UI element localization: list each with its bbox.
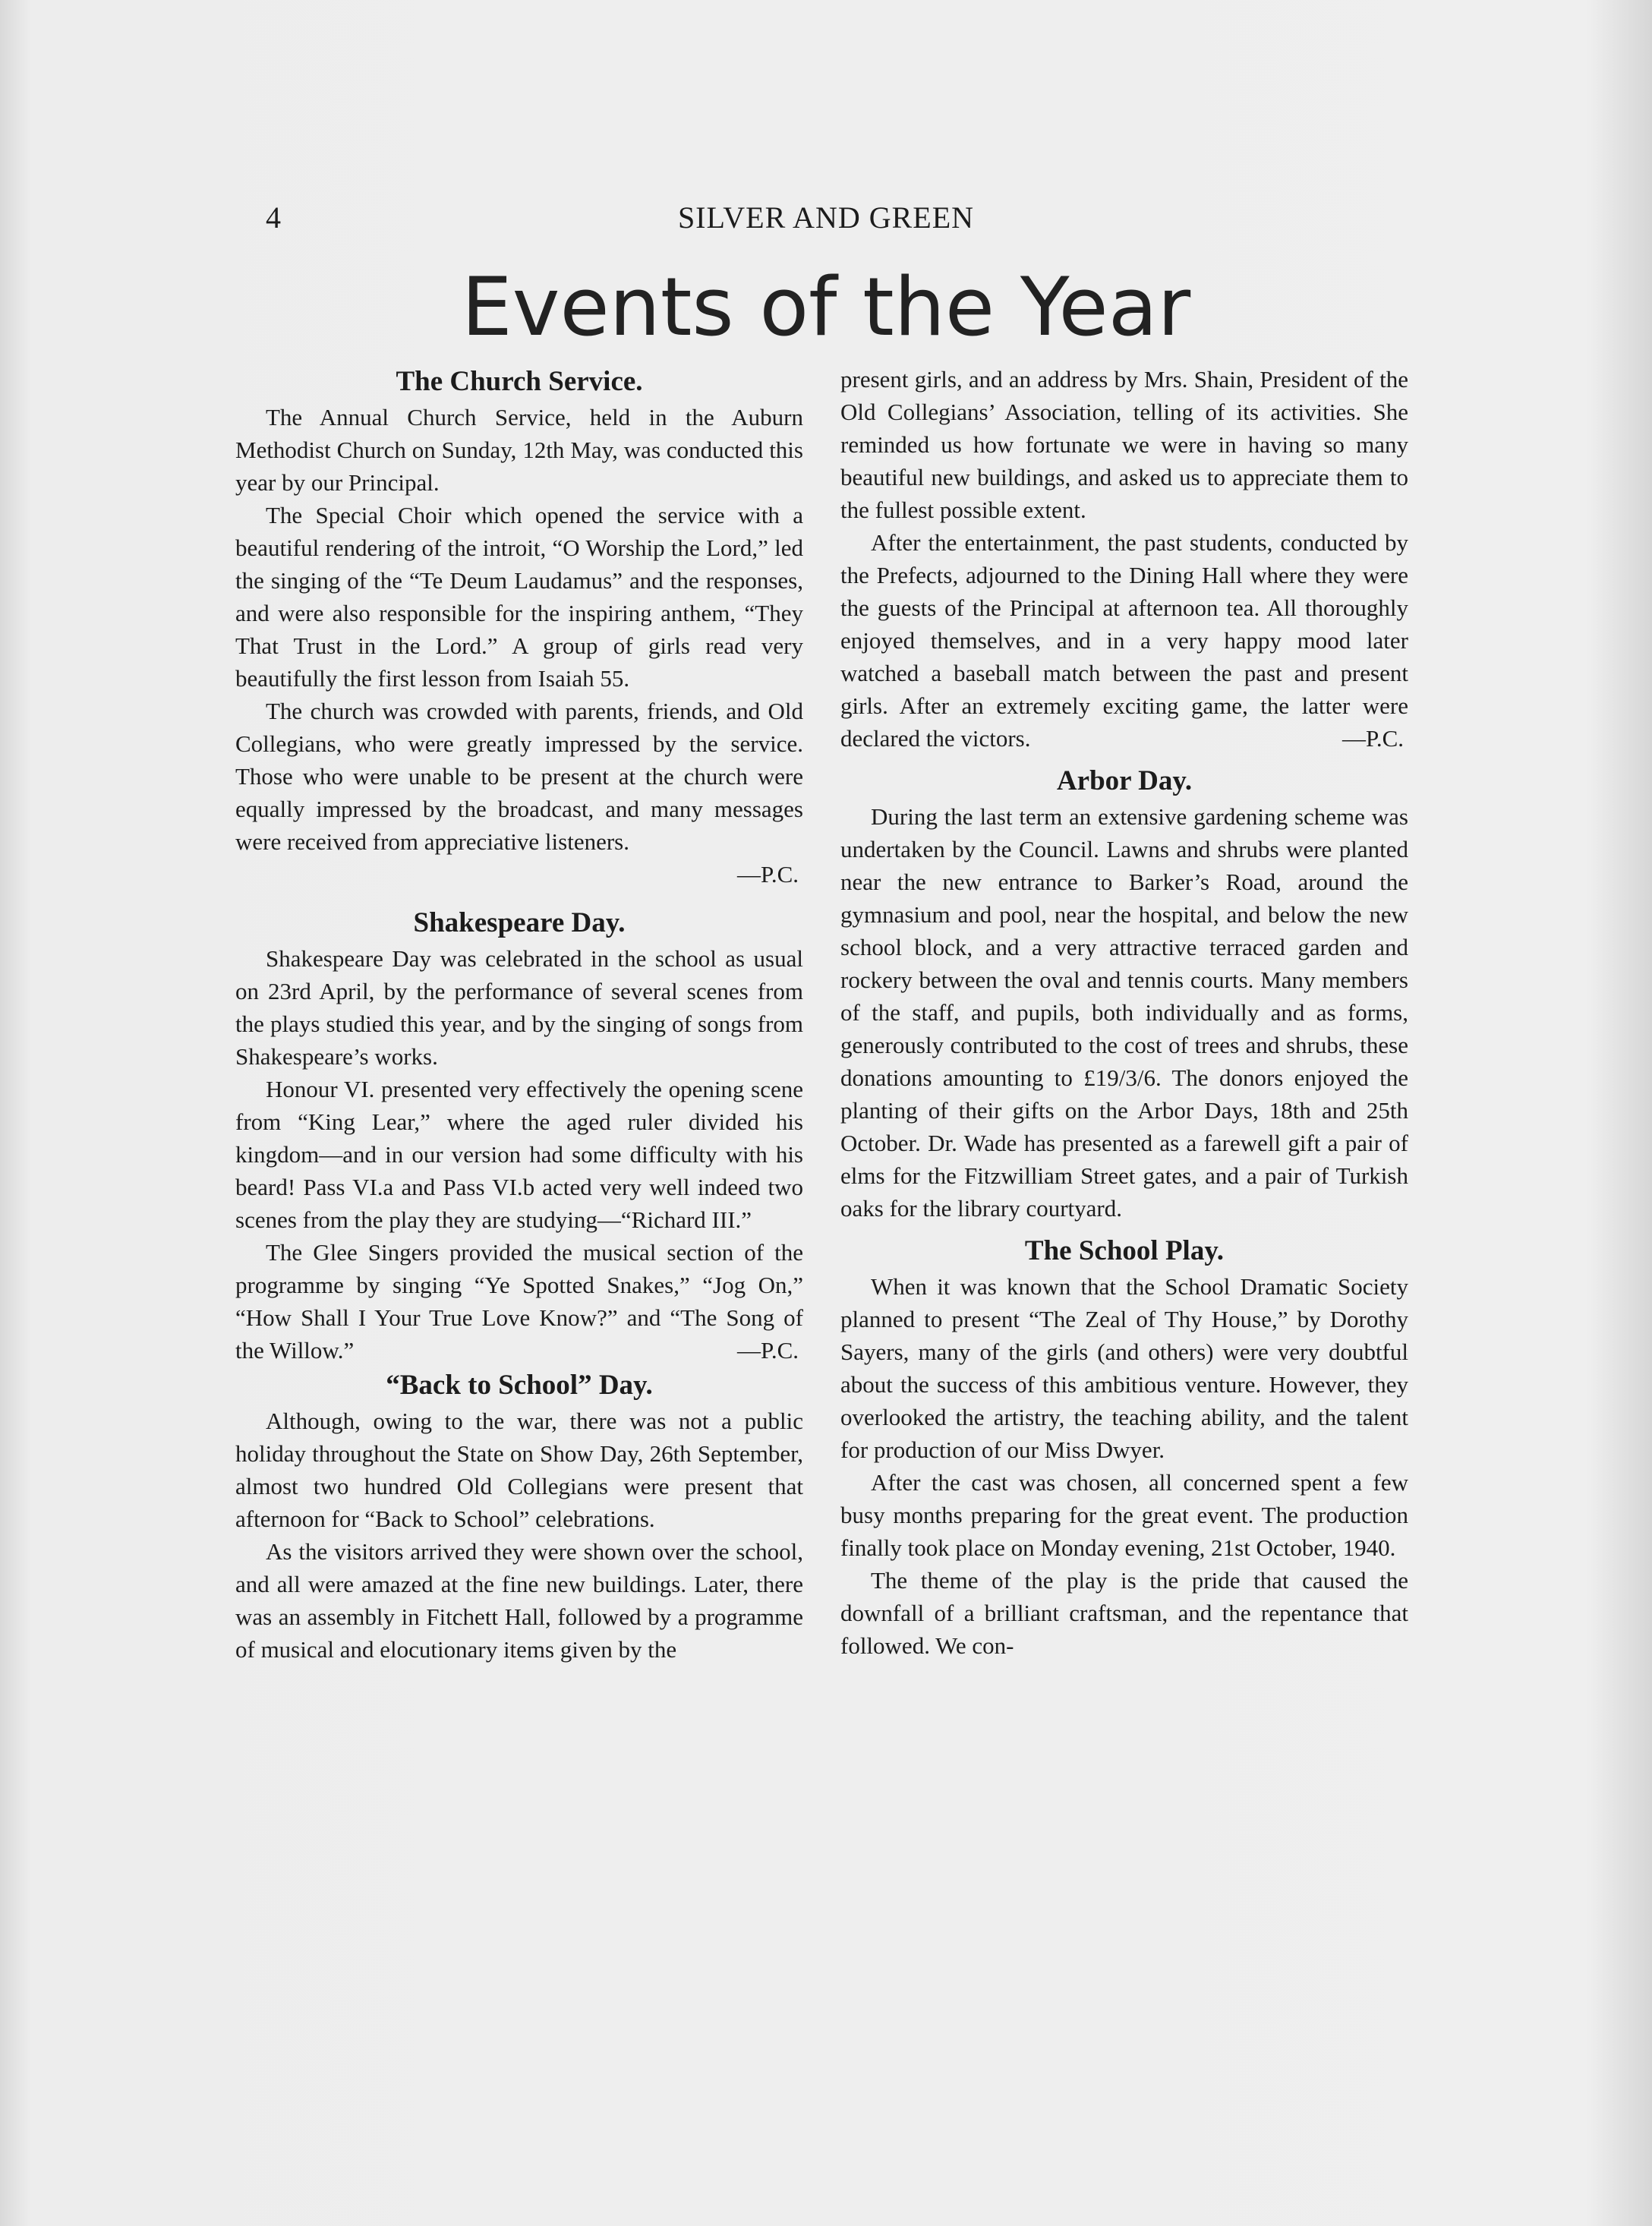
church-service-paragraph: The Special Choir which opened the service with a beautiful rendering of the introit, “O Worship the Lord,” led the singing of the “Te Deum Laudamus” and the responses, and were also responsible for the inspiring anthem, “They That Trust in the Lord.” A group of girls read very beautifully the first lesson from Isaiah 55. <box>235 502 803 692</box>
shakespeare-day-signature: —P.C. <box>737 1337 799 1364</box>
school-play-heading: The School Play. <box>1024 1235 1225 1266</box>
page-number: 4 <box>266 200 281 235</box>
school-play-paragraph: After the cast was chosen, all concerned spent a few busy months preparing for the great event. The production finally took place on Monday evening, 21st October, 1940. <box>840 1469 1408 1561</box>
running-head: SILVER AND GREEN <box>677 200 975 235</box>
church-service-heading: The Church Service. <box>396 366 643 397</box>
right-column <box>840 363 1408 1662</box>
church-service-paragraph: The Annual Church Service, held in the Auburn Methodist Church on Sunday, 12th May, was conducted this year by our Principal. <box>235 404 803 496</box>
shakespeare-day-heading: Shakespeare Day. <box>413 907 626 938</box>
school-play-paragraph: When it was known that the School Dramatic Society planned to present “The Zeal of Thy House,” by Dorothy Sayers, many of the girls (and others) were very doubtful about the success of this ambitious venture. However, they overlooked the artistry, the teaching ability, and the talent for production of our Miss Dwyer. <box>840 1273 1408 1463</box>
back-to-school-paragraph: Although, owing to the war, there was not a public holiday throughout the State on Show Day, 26th September, almost two hundred Old Collegians were present that afternoon for “Back to School” celebrations. <box>235 1408 803 1532</box>
church-service-paragraph: The church was crowded with parents, friends, and Old Collegians, who were greatly impressed by the service. Those who were unable to be present at the church were equally impressed by the broadcast, and many messages were received from appreciative listeners. <box>235 698 803 855</box>
back-to-school-heading: “Back to School” Day. <box>386 1370 653 1401</box>
left-column <box>235 363 803 1666</box>
shakespeare-day-paragraph: The Glee Singers provided the musical section of the programme by singing “Ye Spotted Snakes,” “Jog On,” “How Shall I Your True Love Know?” and “The Song of the Willow.” <box>235 1239 803 1364</box>
school-play-paragraph: The theme of the play is the pride that caused the downfall of a brilliant craftsman, and the repentance that followed. We con- <box>840 1567 1408 1659</box>
back-to-school-paragraph: As the visitors arrived they were shown over the school, and all were amazed at the fine new buildings. Later, there was an assembly in Fitchett Hall, followed by a programme of musical and elocutionary items given by the <box>235 1538 803 1663</box>
shakespeare-day-paragraph: Shakespeare Day was celebrated in the school as usual on 23rd April, by the performance of several scenes from the plays studied this year, and by the singing of songs from Shakespeare’s works. <box>235 945 803 1070</box>
back-to-school-paragraph: After the entertainment, the past students, conducted by the Prefects, adjourned to the Dining Hall where they were the guests of the Principal at afternoon tea. All thoroughly enjoyed themselves, and in a very happy mood later watched a baseball match between the past and present girls. After an extremely exciting game, the latter were declared the victors. <box>840 529 1408 752</box>
shakespeare-day-paragraph: Honour VI. presented very effectively the opening scene from “King Lear,” where the aged ruler divided his kingdom—and in our version had some difficulty with his beard! Pass VI.a and Pass VI.b acted very well indeed two scenes from the play they are studying—“Richard III.” <box>235 1076 803 1233</box>
church-service-signature: —P.C. <box>737 861 799 888</box>
page-title: Events of the Year <box>461 260 1191 354</box>
arbor-day-paragraph: During the last term an extensive gardening scheme was undertaken by the Council. Lawns and shrubs were planted near the new entrance to Barker’s Road, around the gymnasium and pool, near the hospital, and below the new school block, and a very attractive terraced garden and rockery between the oval and tennis courts. Many members of the staff, and pupils, both individually and as forms, generously contributed to the cost of trees and shrubs, these donations amounting to £19/3/6. The donors enjoyed the planting of their gifts on the Arbor Days, 18th and 25th October. Dr. Wade has presented as a farewell gift a pair of elms for the Fitzwilliam Street gates, and a pair of Turkish oaks for the library courtyard. <box>840 803 1408 1222</box>
back-to-school-signature: —P.C. <box>1342 725 1404 752</box>
arbor-day-heading: Arbor Day. <box>1056 765 1193 796</box>
back-to-school-paragraph: present girls, and an address by Mrs. Shain, President of the Old Collegians’ Association, telling of its activities. She reminded us how fortunate we were in having so many beautiful new buildings, and asked us to appreciate them to the fullest possible extent. <box>840 366 1408 523</box>
